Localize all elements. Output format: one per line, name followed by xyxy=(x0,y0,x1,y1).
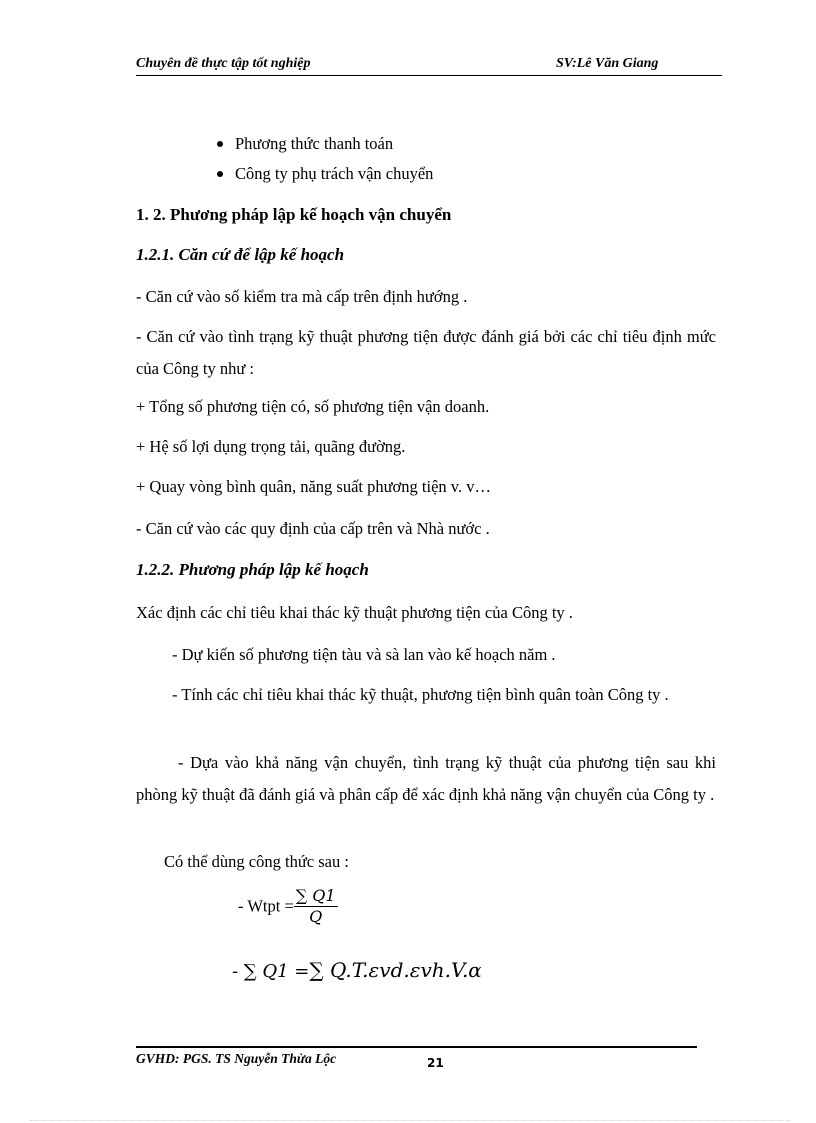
bullet-icon xyxy=(217,171,223,177)
footer-supervisor: GVHD: PGS. TS Nguyễn Thừa Lộc xyxy=(136,1051,337,1066)
header-rule xyxy=(136,75,722,76)
subsection-heading: 1.2.1. Căn cứ để lập kế hoạch xyxy=(136,245,345,264)
footer-rule xyxy=(136,1046,697,1048)
page-bottom-border xyxy=(30,1120,790,1121)
header-author: SV:Lê Văn Giang xyxy=(556,56,659,71)
paragraph: - Dựa vào khả năng vận chuyển, tình trạng kỹ thuật của phương tiện sau khi phòng kỹ thuật đã đánh giá và phân cấp để xác định khả năng vận chuyển của Công ty . xyxy=(136,753,716,804)
paragraph: + Quay vòng bình quân, năng suất phương tiện v. v… xyxy=(136,477,491,496)
header-left-title: Chuyên đề thực tập tốt nghiệp xyxy=(136,56,311,71)
formula-rhs: ∑ Q.T.εvd.εvh.V.α xyxy=(309,958,482,982)
paragraph: - Căn cứ vào số kiểm tra mà cấp trên định hướng . xyxy=(136,287,468,306)
page-number: 21 xyxy=(427,1056,444,1070)
fraction-denominator: Q xyxy=(309,907,323,926)
paragraph: - Căn cứ vào các quy định của cấp trên và Nhà nước . xyxy=(136,519,490,538)
paragraph: + Tổng số phương tiện có, số phương tiện vận doanh. xyxy=(136,397,490,416)
paragraph: Có thể dùng công thức sau : xyxy=(164,852,349,871)
formula-wtpt xyxy=(238,886,338,927)
formula-prefix: - Wtpt = xyxy=(238,896,294,916)
section-heading: 1. 2. Phương pháp lập kế hoạch vận chuyển xyxy=(136,205,452,224)
list-item xyxy=(217,164,433,184)
paragraph: - Tính các chỉ tiêu khai thác kỹ thuật, phương tiện bình quân toàn Công ty . xyxy=(172,685,669,704)
paragraph: Xác định các chỉ tiêu khai thác kỹ thuật phương tiện của Công ty . xyxy=(136,603,573,622)
fraction-numerator: ∑ Q1 xyxy=(295,886,336,905)
list-item xyxy=(217,134,393,154)
fraction xyxy=(294,886,338,927)
formula-lhs: - ∑ Q1 = xyxy=(232,961,310,982)
paragraph: + Hệ số lợi dụng trọng tải, quãng đường. xyxy=(136,437,406,456)
list-item-text: Công ty phụ trách vận chuyển xyxy=(235,164,434,183)
subsection-heading: 1.2.2. Phương pháp lập kế hoạch xyxy=(136,560,369,579)
paragraph: - Dự kiến số phương tiện tàu và sà lan vào kế hoạch năm . xyxy=(172,645,556,664)
formula-sum-q1 xyxy=(232,958,482,982)
bullet-icon xyxy=(217,141,223,147)
paragraph: - Căn cứ vào tình trạng kỹ thuật phương tiện được đánh giá bởi các chỉ tiêu định mức của Công ty như : xyxy=(136,327,716,378)
list-item-text: Phương thức thanh toán xyxy=(235,134,394,153)
